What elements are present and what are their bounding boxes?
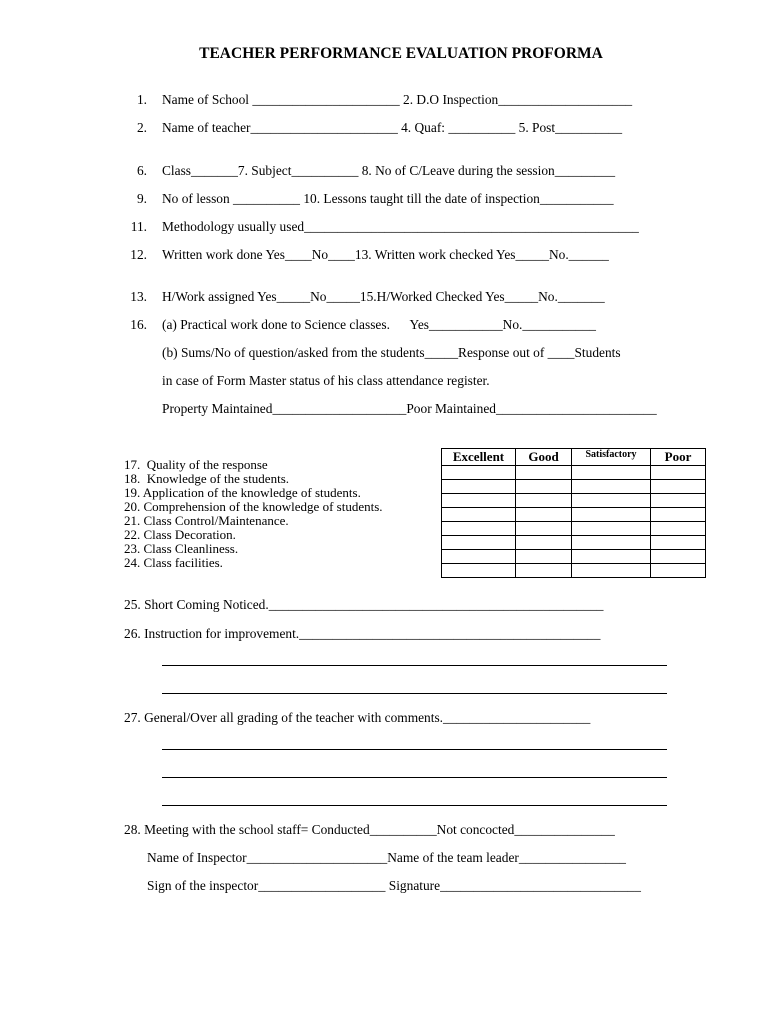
rating-cell[interactable] — [516, 550, 572, 564]
answer-line[interactable] — [162, 693, 667, 694]
criterion-17: 17. Quality of the response — [124, 457, 268, 472]
field-short-coming[interactable]: 25. Short Coming Noticed.__________________________________________________ — [124, 597, 604, 612]
rating-row — [442, 466, 706, 480]
item-number: 9. — [136, 191, 147, 206]
field-methodology[interactable]: Methodology usually used__________________________________________________ — [162, 219, 639, 234]
rating-cell[interactable] — [442, 550, 516, 564]
col-poor: Poor — [651, 449, 706, 466]
field-lessons[interactable]: No of lesson __________ 10. Lessons taught till the date of inspection___________ — [162, 191, 614, 206]
field-staff-meeting[interactable]: 28. Meeting with the school staff= Conducted__________Not concocted_______________ — [124, 822, 615, 837]
rating-cell[interactable] — [651, 508, 706, 522]
rating-row — [442, 480, 706, 494]
rating-cell[interactable] — [442, 494, 516, 508]
item-number: 12. — [130, 247, 147, 262]
rating-cell[interactable] — [442, 480, 516, 494]
rating-cell[interactable] — [516, 508, 572, 522]
field-signature[interactable]: Sign of the inspector___________________ Signature______________________________ — [147, 878, 641, 893]
answer-line[interactable] — [162, 777, 667, 778]
rating-cell[interactable] — [442, 522, 516, 536]
rating-row — [442, 522, 706, 536]
rating-cell[interactable] — [516, 466, 572, 480]
form-master-note: in case of Form Master status of his class attendance register. — [162, 373, 490, 388]
answer-line[interactable] — [162, 749, 667, 750]
rating-cell[interactable] — [516, 564, 572, 578]
item-number: 2. — [136, 120, 147, 135]
col-good: Good — [516, 449, 572, 466]
rating-row — [442, 536, 706, 550]
field-sums-questions[interactable]: (b) Sums/No of question/asked from the students_____Response out of ____Students — [162, 345, 621, 360]
rating-cell[interactable] — [572, 550, 651, 564]
rating-cell[interactable] — [651, 550, 706, 564]
criterion-19: 19. Application of the knowledge of students. — [124, 485, 361, 500]
rating-cell[interactable] — [442, 508, 516, 522]
rating-cell[interactable] — [572, 494, 651, 508]
rating-cell[interactable] — [442, 536, 516, 550]
rating-cell[interactable] — [651, 480, 706, 494]
rating-cell[interactable] — [572, 564, 651, 578]
field-class-subject-leave[interactable]: Class_______7. Subject__________ 8. No of C/Leave during the session_________ — [162, 163, 616, 178]
field-practical-work[interactable]: (a) Practical work done to Science classes. Yes___________No.___________ — [162, 317, 597, 332]
rating-cell[interactable] — [651, 466, 706, 480]
rating-cell[interactable] — [442, 466, 516, 480]
item-number: 6. — [136, 163, 147, 178]
rating-cell[interactable] — [572, 480, 651, 494]
criterion-21: 21. Class Control/Maintenance. — [124, 513, 289, 528]
rating-grid — [441, 448, 706, 578]
rating-row — [442, 508, 706, 522]
field-teacher-quaf-post[interactable]: Name of teacher______________________ 4. Quaf: __________ 5. Post__________ — [162, 120, 623, 135]
rating-cell[interactable] — [516, 536, 572, 550]
criterion-18: 18. Knowledge of the students. — [124, 471, 290, 486]
rating-row — [442, 564, 706, 578]
rating-cell[interactable] — [651, 494, 706, 508]
field-overall-grading[interactable]: 27. General/Over all grading of the teacher with comments.______________________ — [124, 710, 591, 725]
rating-cell[interactable] — [442, 564, 516, 578]
item-number: 16. — [130, 317, 147, 332]
item-number: 1. — [136, 92, 147, 107]
rating-row — [442, 550, 706, 564]
field-homework[interactable]: H/Work assigned Yes_____No_____15.H/Worked Checked Yes_____No._______ — [162, 289, 605, 304]
col-satisfactory: Satisfactory — [572, 449, 651, 466]
criterion-23: 23. Class Cleanliness. — [124, 541, 239, 556]
page-title: TEACHER PERFORMANCE EVALUATION PROFORMA — [199, 45, 603, 62]
rating-cell[interactable] — [572, 536, 651, 550]
field-school-inspection[interactable]: Name of School ______________________ 2. D.O Inspection____________________ — [162, 92, 633, 107]
rating-cell[interactable] — [516, 480, 572, 494]
rating-cell[interactable] — [651, 564, 706, 578]
field-written-work[interactable]: Written work done Yes____No____13. Written work checked Yes_____No.______ — [162, 247, 609, 262]
rating-cell[interactable] — [516, 494, 572, 508]
rating-header-row — [442, 449, 706, 466]
rating-cell[interactable] — [516, 522, 572, 536]
col-excellent: Excellent — [442, 449, 516, 466]
rating-cell[interactable] — [572, 466, 651, 480]
rating-cell[interactable] — [572, 508, 651, 522]
rating-cell[interactable] — [651, 536, 706, 550]
criterion-22: 22. Class Decoration. — [124, 527, 236, 542]
field-property-maintained[interactable]: Property Maintained____________________Poor Maintained________________________ — [162, 401, 657, 416]
rating-cell[interactable] — [572, 522, 651, 536]
field-inspector-name[interactable]: Name of Inspector_____________________Name of the team leader________________ — [147, 850, 626, 865]
field-instruction[interactable]: 26. Instruction for improvement._____________________________________________ — [124, 626, 601, 641]
rating-row — [442, 494, 706, 508]
item-number: 13. — [130, 289, 147, 304]
rating-cell[interactable] — [651, 522, 706, 536]
answer-line[interactable] — [162, 805, 667, 806]
criterion-20: 20. Comprehension of the knowledge of students. — [124, 499, 383, 514]
answer-line[interactable] — [162, 665, 667, 666]
criterion-24: 24. Class facilities. — [124, 555, 223, 570]
item-number: 11. — [130, 219, 147, 234]
